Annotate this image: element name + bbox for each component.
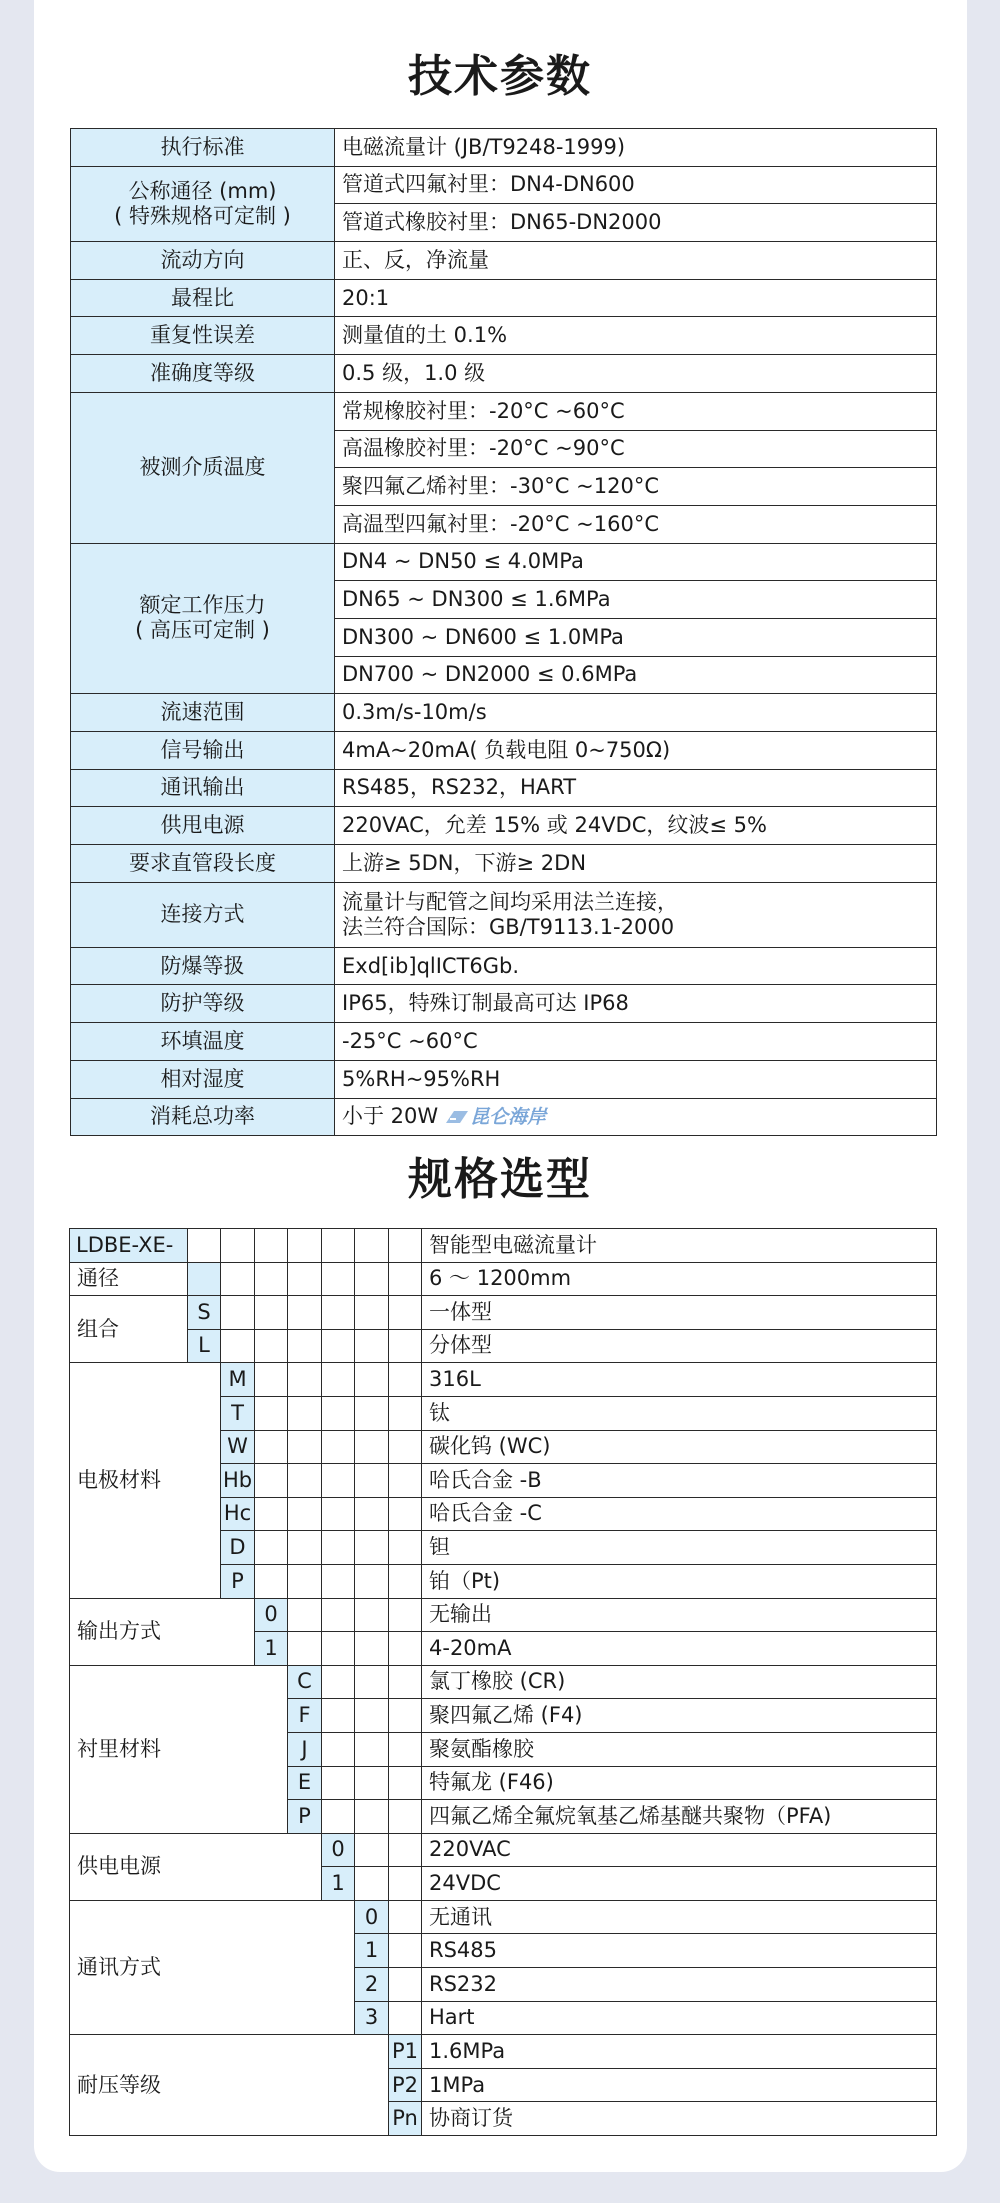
tech-param-key: 额定工作压力 ( 高压可定制 ) xyxy=(71,543,335,694)
tech-param-key: 流动方向 xyxy=(71,242,335,280)
spec-empty-cell xyxy=(288,1531,322,1565)
tech-param-value: RS485，RS232，HART xyxy=(335,769,937,807)
spec-empty-cell xyxy=(255,1531,288,1565)
spec-empty-cell xyxy=(322,1800,355,1834)
spec-option-desc: 特氟龙 (F46) xyxy=(422,1766,937,1800)
spec-empty-cell xyxy=(389,1296,422,1330)
tech-param-value: 220VAC，允差 15% 或 24VDC，纹波≤ 5% xyxy=(335,807,937,845)
spec-empty-cell xyxy=(389,1900,422,1934)
spec-empty-cell xyxy=(221,1262,255,1296)
spec-option-row xyxy=(70,1296,937,1330)
tech-param-key: 重复性误差 xyxy=(71,317,335,355)
spec-option-desc: 6 ～ 1200mm xyxy=(422,1262,937,1296)
spec-empty-cell xyxy=(355,1497,389,1531)
spec-group-label: 通径 xyxy=(70,1262,188,1296)
tech-param-value: 高温型四氟衬里：-20°C ~160°C xyxy=(335,505,937,543)
spec-empty-cell xyxy=(389,1766,422,1800)
tech-param-value: 常规橡胶衬里：-20°C ~60°C xyxy=(335,392,937,430)
spec-empty-cell xyxy=(322,1564,355,1598)
spec-empty-cell xyxy=(355,1464,389,1498)
spec-option-row xyxy=(70,2035,937,2069)
tech-param-row xyxy=(71,317,937,355)
spec-option-desc: 哈氏合金 -C xyxy=(422,1497,937,1531)
tech-param-key: 供甩电源 xyxy=(71,807,335,845)
spec-empty-cell xyxy=(322,1732,355,1766)
tech-param-key: 信号输出 xyxy=(71,732,335,770)
spec-option-code: D xyxy=(221,1531,255,1565)
tech-param-value: DN4 ~ DN50 ≤ 4.0MPa xyxy=(335,543,937,581)
spec-empty-cell xyxy=(355,1867,389,1901)
tech-param-key: 公称通径 (mm) ( 特殊规格可定制 ) xyxy=(71,166,335,241)
spec-option-code: Hc xyxy=(221,1497,255,1531)
spec-empty-cell xyxy=(322,1430,355,1464)
spec-option-desc: 碳化钨 (WC) xyxy=(422,1430,937,1464)
spec-empty-cell xyxy=(355,1632,389,1666)
tech-param-row xyxy=(71,279,937,317)
spec-option-code: 0 xyxy=(355,1900,389,1934)
spec-empty-cell xyxy=(355,1396,389,1430)
spec-empty-cell xyxy=(389,1833,422,1867)
tech-param-key: 要求直管段长度 xyxy=(71,845,335,883)
spec-empty-cell xyxy=(322,1632,355,1666)
spec-option-row xyxy=(70,1329,937,1363)
spec-option-desc: 钛 xyxy=(422,1396,937,1430)
spec-option-desc: 1.6MPa xyxy=(422,2035,937,2069)
spec-empty-cell xyxy=(255,1229,288,1263)
spec-empty-cell xyxy=(355,1329,389,1363)
spec-empty-cell xyxy=(255,1564,288,1598)
spec-empty-cell xyxy=(322,1229,355,1263)
spec-empty-cell xyxy=(389,1699,422,1733)
tech-param-value: 电磁流量计 (JB/T9248-1999) xyxy=(335,129,937,167)
spec-model-code: LDBE-XE- xyxy=(70,1229,188,1263)
tech-param-key: 通讯输出 xyxy=(71,769,335,807)
tech-params-title: 技术参数 xyxy=(408,51,592,102)
spec-empty-cell xyxy=(255,1497,288,1531)
spec-empty-cell xyxy=(389,1497,422,1531)
spec-empty-cell xyxy=(389,1430,422,1464)
spec-option-desc: 铂（Pt) xyxy=(422,1564,937,1598)
spec-empty-cell xyxy=(288,1464,322,1498)
brand-logo-icon xyxy=(444,1109,470,1125)
spec-empty-cell xyxy=(389,1968,422,2002)
brand-watermark xyxy=(444,1106,546,1129)
spec-empty-cell xyxy=(322,1531,355,1565)
tech-params-table xyxy=(70,128,937,1136)
tech-param-value: 高温橡胶衬里：-20°C ~90°C xyxy=(335,430,937,468)
spec-empty-cell xyxy=(355,1430,389,1464)
spec-empty-cell xyxy=(288,1329,322,1363)
spec-empty-cell xyxy=(355,1531,389,1565)
spec-option-code: 1 xyxy=(322,1867,355,1901)
spec-empty-cell xyxy=(255,1329,288,1363)
spec-empty-cell xyxy=(188,1229,221,1263)
spec-option-row xyxy=(70,1900,937,1934)
tech-param-value: 4mA~20mA( 负载电阻 0~750Ω) xyxy=(335,732,937,770)
tech-param-row xyxy=(71,1098,937,1136)
spec-option-code: S xyxy=(188,1296,221,1330)
tech-param-value: DN700 ~ DN2000 ≤ 0.6MPa xyxy=(335,656,937,694)
spec-empty-cell xyxy=(355,1732,389,1766)
spec-empty-cell xyxy=(389,1867,422,1901)
spec-empty-cell xyxy=(322,1497,355,1531)
spec-option-code: M xyxy=(221,1363,255,1397)
tech-param-row xyxy=(71,129,937,167)
tech-param-key: 环填温度 xyxy=(71,1023,335,1061)
spec-option-code: Hb xyxy=(221,1464,255,1498)
tech-param-row xyxy=(71,769,937,807)
spec-group-label: 供电电源 xyxy=(70,1833,322,1900)
tech-param-value: DN65 ~ DN300 ≤ 1.6MPa xyxy=(335,581,937,619)
tech-param-key: 最程比 xyxy=(71,279,335,317)
spec-empty-cell xyxy=(221,1329,255,1363)
spec-empty-cell xyxy=(322,1396,355,1430)
spec-option-desc: 钽 xyxy=(422,1531,937,1565)
spec-empty-cell xyxy=(322,1699,355,1733)
spec-empty-cell xyxy=(288,1363,322,1397)
spec-empty-cell xyxy=(355,1598,389,1632)
spec-empty-cell xyxy=(355,1766,389,1800)
spec-empty-cell xyxy=(389,1531,422,1565)
spec-empty-cell xyxy=(355,1229,389,1263)
spec-option-desc: 聚氨酯橡胶 xyxy=(422,1732,937,1766)
tech-param-key: 被测介质温度 xyxy=(71,392,335,543)
spec-empty-cell xyxy=(255,1430,288,1464)
tech-param-row xyxy=(71,694,937,732)
spec-empty-cell xyxy=(355,1833,389,1867)
spec-empty-cell xyxy=(389,1665,422,1699)
spec-option-desc: 一体型 xyxy=(422,1296,937,1330)
spec-model-row xyxy=(70,1229,937,1263)
spec-option-desc: 24VDC xyxy=(422,1867,937,1901)
spec-option-code: J xyxy=(288,1732,322,1766)
tech-param-row xyxy=(71,166,937,204)
tech-param-row xyxy=(71,985,937,1023)
spec-option-desc: RS232 xyxy=(422,1968,937,2002)
tech-param-row xyxy=(71,845,937,883)
tech-param-key: 相对湿度 xyxy=(71,1060,335,1098)
spec-empty-cell xyxy=(389,1229,422,1263)
tech-param-row xyxy=(71,732,937,770)
spec-option-code: P xyxy=(288,1800,322,1834)
tech-param-row xyxy=(71,543,937,581)
spec-option-desc: 四氟乙烯全氟烷氧基乙烯基醚共聚物（PFA) xyxy=(422,1800,937,1834)
spec-option-code: E xyxy=(288,1766,322,1800)
spec-empty-cell xyxy=(389,1934,422,1968)
tech-param-value: -25°C ~60°C xyxy=(335,1023,937,1061)
tech-param-row xyxy=(71,882,937,947)
spec-option-code: Pn xyxy=(389,2102,422,2136)
spec-empty-cell xyxy=(288,1497,322,1531)
tech-param-key: 防爆等扱 xyxy=(71,947,335,985)
spec-empty-cell xyxy=(255,1296,288,1330)
spec-empty-cell xyxy=(255,1363,288,1397)
spec-empty-cell xyxy=(288,1229,322,1263)
spec-empty-cell xyxy=(355,1699,389,1733)
spec-empty-cell xyxy=(389,1464,422,1498)
spec-group-label: 输出方式 xyxy=(70,1598,255,1665)
spec-option-code: P2 xyxy=(389,2068,422,2102)
tech-param-key: 防护等级 xyxy=(71,985,335,1023)
spec-empty-cell xyxy=(322,1262,355,1296)
spec-empty-cell xyxy=(288,1598,322,1632)
spec-option-code: 3 xyxy=(355,2001,389,2035)
spec-option-code: 0 xyxy=(255,1598,288,1632)
spec-empty-cell xyxy=(221,1296,255,1330)
spec-empty-cell xyxy=(389,1329,422,1363)
spec-empty-cell xyxy=(288,1632,322,1666)
spec-empty-cell xyxy=(389,1262,422,1296)
spec-model-desc: 智能型电磁流量计 xyxy=(422,1229,937,1263)
tech-param-value: 20:1 xyxy=(335,279,937,317)
tech-param-row xyxy=(71,355,937,393)
brand-watermark-text: 昆仑海岸 xyxy=(470,1105,547,1128)
spec-option-desc: 4-20mA xyxy=(422,1632,937,1666)
spec-empty-cell xyxy=(389,1732,422,1766)
tech-param-key: 执行标准 xyxy=(71,129,335,167)
spec-option-desc: 聚四氟乙烯 (F4) xyxy=(422,1699,937,1733)
spec-option-desc: 1MPa xyxy=(422,2068,937,2102)
spec-option-code: 0 xyxy=(322,1833,355,1867)
spec-empty-cell xyxy=(355,1564,389,1598)
spec-empty-cell xyxy=(322,1296,355,1330)
spec-option-desc: 分体型 xyxy=(422,1329,937,1363)
tech-param-key: 消耗总功率 xyxy=(71,1098,335,1136)
tech-param-value: 正、反，净流量 xyxy=(335,242,937,280)
tech-param-value: 小于 20W 昆仑海岸 xyxy=(335,1098,937,1136)
spec-empty-cell xyxy=(255,1396,288,1430)
tech-param-value: Exd[ib]qlICT6Gb. xyxy=(335,947,937,985)
spec-empty-cell xyxy=(355,1296,389,1330)
spec-option-code: F xyxy=(288,1699,322,1733)
tech-param-value: IP65，特殊订制最高可达 IP68 xyxy=(335,985,937,1023)
spec-option-row xyxy=(70,1363,937,1397)
spec-option-code: L xyxy=(188,1329,221,1363)
tech-param-value: 管道式橡胶衬里：DN65-DN2000 xyxy=(335,204,937,242)
tech-param-row xyxy=(71,1060,937,1098)
spec-option-code: C xyxy=(288,1665,322,1699)
spec-empty-cell xyxy=(288,1296,322,1330)
spec-empty-cell xyxy=(221,1229,255,1263)
spec-empty-cell xyxy=(322,1464,355,1498)
tech-param-value: 0.3m/s-10m/s xyxy=(335,694,937,732)
spec-empty-cell xyxy=(389,1564,422,1598)
tech-param-key: 准确度等级 xyxy=(71,355,335,393)
spec-option-desc: 哈氏合金 -B xyxy=(422,1464,937,1498)
tech-param-key: 流速范围 xyxy=(71,694,335,732)
tech-param-value: 管道式四氟衬里：DN4-DN600 xyxy=(335,166,937,204)
spec-empty-cell xyxy=(389,1363,422,1397)
tech-param-key: 连接方式 xyxy=(71,882,335,947)
spec-empty-cell xyxy=(389,1632,422,1666)
spec-selection-table xyxy=(69,1228,937,2136)
spec-empty-cell xyxy=(322,1329,355,1363)
spec-empty-cell xyxy=(255,1262,288,1296)
tech-param-value: 0.5 级，1.0 级 xyxy=(335,355,937,393)
spec-option-code: P1 xyxy=(389,2035,422,2069)
spec-empty-cell xyxy=(389,2001,422,2035)
spec-empty-cell xyxy=(389,1800,422,1834)
spec-option-code: P xyxy=(221,1564,255,1598)
spec-option-desc: Hart xyxy=(422,2001,937,2035)
tech-param-row xyxy=(71,242,937,280)
spec-empty-cell xyxy=(288,1430,322,1464)
tech-param-value: 上游≥ 5DN，下游≥ 2DN xyxy=(335,845,937,883)
tech-param-value: 5%RH~95%RH xyxy=(335,1060,937,1098)
spec-option-desc: 220VAC xyxy=(422,1833,937,1867)
spec-group-label: 通讯方式 xyxy=(70,1900,355,2034)
tech-param-row xyxy=(71,947,937,985)
tech-param-value: DN300 ~ DN600 ≤ 1.0MPa xyxy=(335,618,937,656)
spec-group-label: 耐压等级 xyxy=(70,2035,389,2136)
spec-empty-cell xyxy=(288,1262,322,1296)
spec-option-desc: 无通讯 xyxy=(422,1900,937,1934)
tech-param-value: 流量计与配管之间均采用法兰连接， 法兰符合国际：GB/T9113.1-2000 xyxy=(335,882,937,947)
spec-empty-cell xyxy=(389,1396,422,1430)
spec-empty-cell xyxy=(322,1363,355,1397)
spec-empty-cell xyxy=(355,1665,389,1699)
spec-option-code: W xyxy=(221,1430,255,1464)
spec-option-desc: RS485 xyxy=(422,1934,937,1968)
spec-group-label: 电极材料 xyxy=(70,1363,221,1598)
tech-param-value: 聚四氟乙烯衬里：-30°C ~120°C xyxy=(335,468,937,506)
spec-empty-cell xyxy=(255,1464,288,1498)
spec-empty-cell xyxy=(322,1766,355,1800)
spec-option-desc: 协商订货 xyxy=(422,2102,937,2136)
tech-param-row xyxy=(71,1023,937,1061)
spec-option-desc: 氯丁橡胶 (CR) xyxy=(422,1665,937,1699)
spec-option-desc: 无输出 xyxy=(422,1598,937,1632)
spec-empty-cell xyxy=(288,1564,322,1598)
spec-empty-cell xyxy=(355,1262,389,1296)
spec-option-code: 1 xyxy=(255,1632,288,1666)
tech-param-value: 测量值的土 0.1% xyxy=(335,317,937,355)
tech-param-row xyxy=(71,807,937,845)
spec-option-code xyxy=(188,1262,221,1296)
spec-empty-cell xyxy=(322,1665,355,1699)
spec-option-row xyxy=(70,1665,937,1699)
spec-option-code: 1 xyxy=(355,1934,389,1968)
spec-option-code: 2 xyxy=(355,1968,389,2002)
spec-group-label: 组合 xyxy=(70,1296,188,1363)
spec-empty-cell xyxy=(355,1363,389,1397)
spec-empty-cell xyxy=(355,1800,389,1834)
spec-option-row xyxy=(70,1598,937,1632)
spec-group-label: 衬里材料 xyxy=(70,1665,288,1833)
spec-option-desc: 316L xyxy=(422,1363,937,1397)
spec-empty-cell xyxy=(322,1598,355,1632)
spec-empty-cell xyxy=(389,1598,422,1632)
spec-option-code: T xyxy=(221,1396,255,1430)
spec-empty-cell xyxy=(288,1396,322,1430)
spec-option-row xyxy=(70,1262,937,1296)
spec-selection-title: 规格选型 xyxy=(408,1154,592,1205)
tech-param-row xyxy=(71,392,937,430)
spec-option-row xyxy=(70,1833,937,1867)
